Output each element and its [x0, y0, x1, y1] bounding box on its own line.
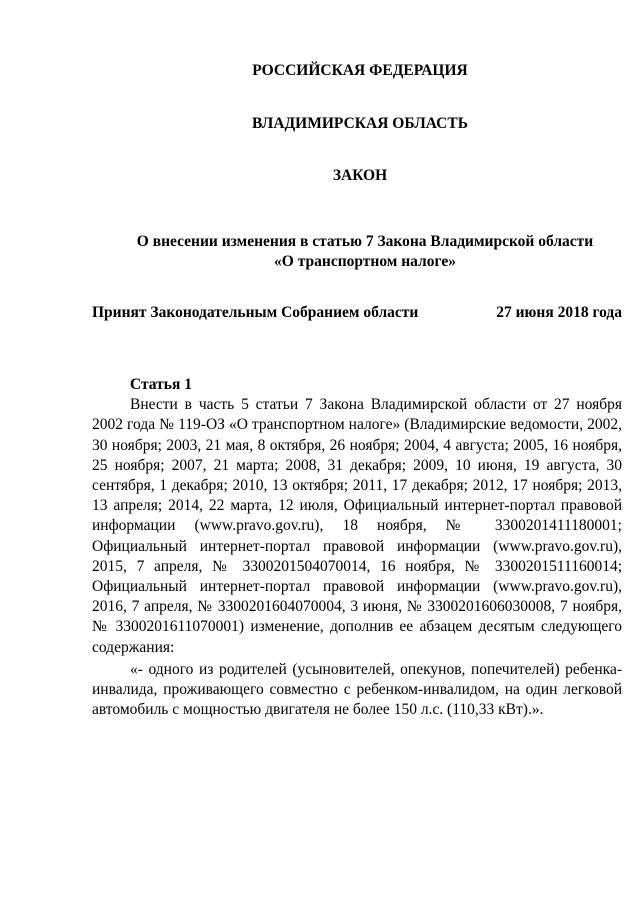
adoption-date: 27 июня 2018 года	[496, 304, 622, 321]
adoption-row	[92, 304, 622, 322]
adopting-body: Принят Законодательным Собранием области	[92, 304, 419, 321]
region-heading: ВЛАДИМИРСКАЯ ОБЛАСТЬ	[252, 115, 468, 132]
document-type-heading: ЗАКОН	[332, 167, 388, 184]
article-quote: «- одного из родителей (усыновителей, опекунов, попечителей) ребенка-инвалида, проживающего совместно с ребенком-инвалидом, на один легковой автомобиль с мощностью двигателя не более 150 л.с. (110,33 кВт).».	[92, 660, 622, 719]
article-body: Внести в часть 5 статьи 7 Закона Владимирской области от 27 ноября 2002 года № 119-ОЗ «О транспортном налоге» (Владимирские ведомости, 2002, 30 ноября; 2003, 21 мая, 8 октября, 26 ноября; 2004, 4 августа; 2005, 16 ноября, 25 ноября; 2007, 21 марта; 2008, 31 декабря; 2009, 10 июня, 19 августа, 30 сентября, 1 декабря; 2010, 13 октября; 2011, 17 декабря; 2012, 17 ноября; 2013, 13 апреля; 2014, 22 марта, 12 июля, Официальный интернет-портал правовой информации (www.pravo.gov.ru), 18 ноября, № 3300201411180001; Официальный интернет-портал правовой информации (www.pravo.gov.ru), 2015, 7 апреля, № 3300201504070014, 16 ноября, № 3300201511160014; Официальный интернет-портал правовой информации (www.pravo.gov.ru), 2016, 7 апреля, № 3300201604070004, 3 июня, № 3300201606030008, 7 ноября, № 3300201611070001) изменение, дополнив ее абзацем десятым следующего содержания:	[92, 396, 622, 656]
article-title: Статья 1	[130, 376, 192, 393]
law-title	[95, 232, 635, 272]
law-title-line-1: О внесении изменения в статью 7 Закона Владимирской области	[136, 233, 594, 250]
law-title-line-2: «О транспортном налоге»	[274, 253, 456, 270]
country-heading: РОССИЙСКАЯ ФЕДЕРАЦИЯ	[252, 62, 468, 79]
article-1	[92, 375, 622, 720]
